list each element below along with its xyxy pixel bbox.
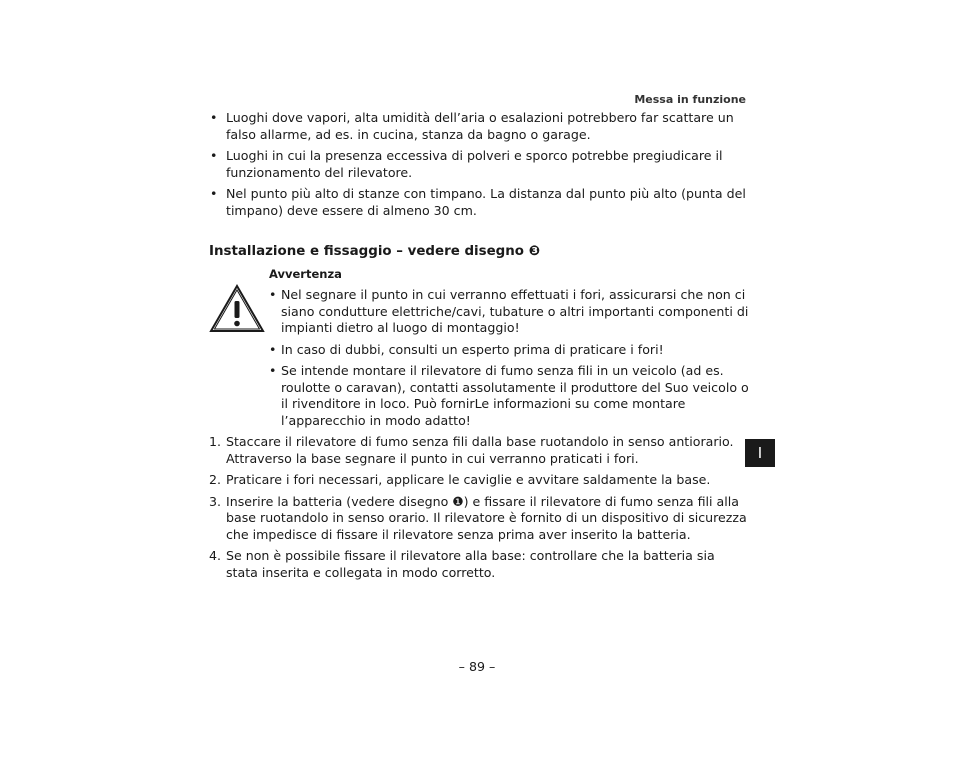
steps-list [209,434,749,581]
warning-title: Avvertenza [269,266,342,281]
page-number: – 89 – [458,659,496,674]
intro-bullet-list [209,110,749,219]
running-header: Messa in funzione [634,93,746,106]
bullet-icon: • [210,186,218,201]
bullet-icon: • [210,110,218,125]
list-item [209,186,749,219]
section-title: Installazione e fissaggio – vedere disegno ❸ [209,244,540,259]
step-text: Staccare il rilevatore di fumo senza fili dalla base ruotandolo in senso antiorario. Attraverso la base segnare il punto in cui verranno praticati i fori. [226,434,734,466]
list-item-text: Luoghi dove vapori, alta umidità dell’aria o esalazioni potrebbero far scattare un falso allarme, ad es. in cucina, stanza da bagno o garage. [226,110,734,142]
bullet-icon: • [269,363,277,378]
step-item [209,494,749,544]
list-item-text: Luoghi in cui la presenza eccessiva di polveri e sporco potrebbe pregiudicare il funzionamento del rilevatore. [226,148,723,180]
step-number: 2. [209,472,222,487]
step-item [209,548,749,581]
step-text: Praticare i fori necessari, applicare le caviglie e avvitare saldamente la base. [226,472,711,487]
step-text: Se non è possibile fissare il rilevatore alla base: controllare che la batteria sia stata inserita e collegata in modo corretto. [226,548,715,580]
list-item-text: Nel segnare il punto in cui verranno effettuati i fori, assicurarsi che non ci siano condutture elettriche/cavi, tubature o altri importanti componenti di impianti dietro al luogo di montaggio! [281,287,749,335]
step-number: 3. [209,493,222,509]
bullet-icon: • [269,341,277,357]
warning-body [269,266,749,430]
list-item [269,363,749,429]
step-text: Inserire la batteria (vedere disegno ❶) e fissare il rilevatore di fumo senza fili alla base ruotandolo in senso orario. Il rilevatore è fornito di un dispositivo di sicurezza che impedisce di fissare il rilevatore senza prima aver inserito la batteria. [226,493,747,542]
list-item [269,287,749,337]
warning-list [269,287,749,429]
list-item [269,342,749,359]
bullet-icon: • [269,287,277,302]
bullet-icon: • [210,148,218,163]
language-tab: I [745,439,775,467]
list-item-text: Se intende montare il rilevatore di fumo senza fili in un veicolo (ad es. roulotte o caravan), contatti assolutamente il produttore del Suo veicolo o il rivenditore in loco. Può fornirLe informazioni su come montare l’apparecchio in modo adatto! [281,363,749,428]
list-item-text: Nel punto più alto di stanze con timpano. La distanza dal punto più alto (punta del timpano) deve essere di almeno 30 cm. [226,186,746,218]
warning-triangle-icon [209,284,265,334]
warning-block [209,266,749,430]
step-item [209,434,749,467]
step-item [209,472,749,489]
list-item-text: In caso di dubbi, consulti un esperto prima di praticare i fori! [281,341,664,357]
step-number: 4. [209,548,222,563]
list-item [209,148,749,181]
step-number: 1. [209,434,222,449]
list-item [209,110,749,143]
page-content [209,110,749,586]
